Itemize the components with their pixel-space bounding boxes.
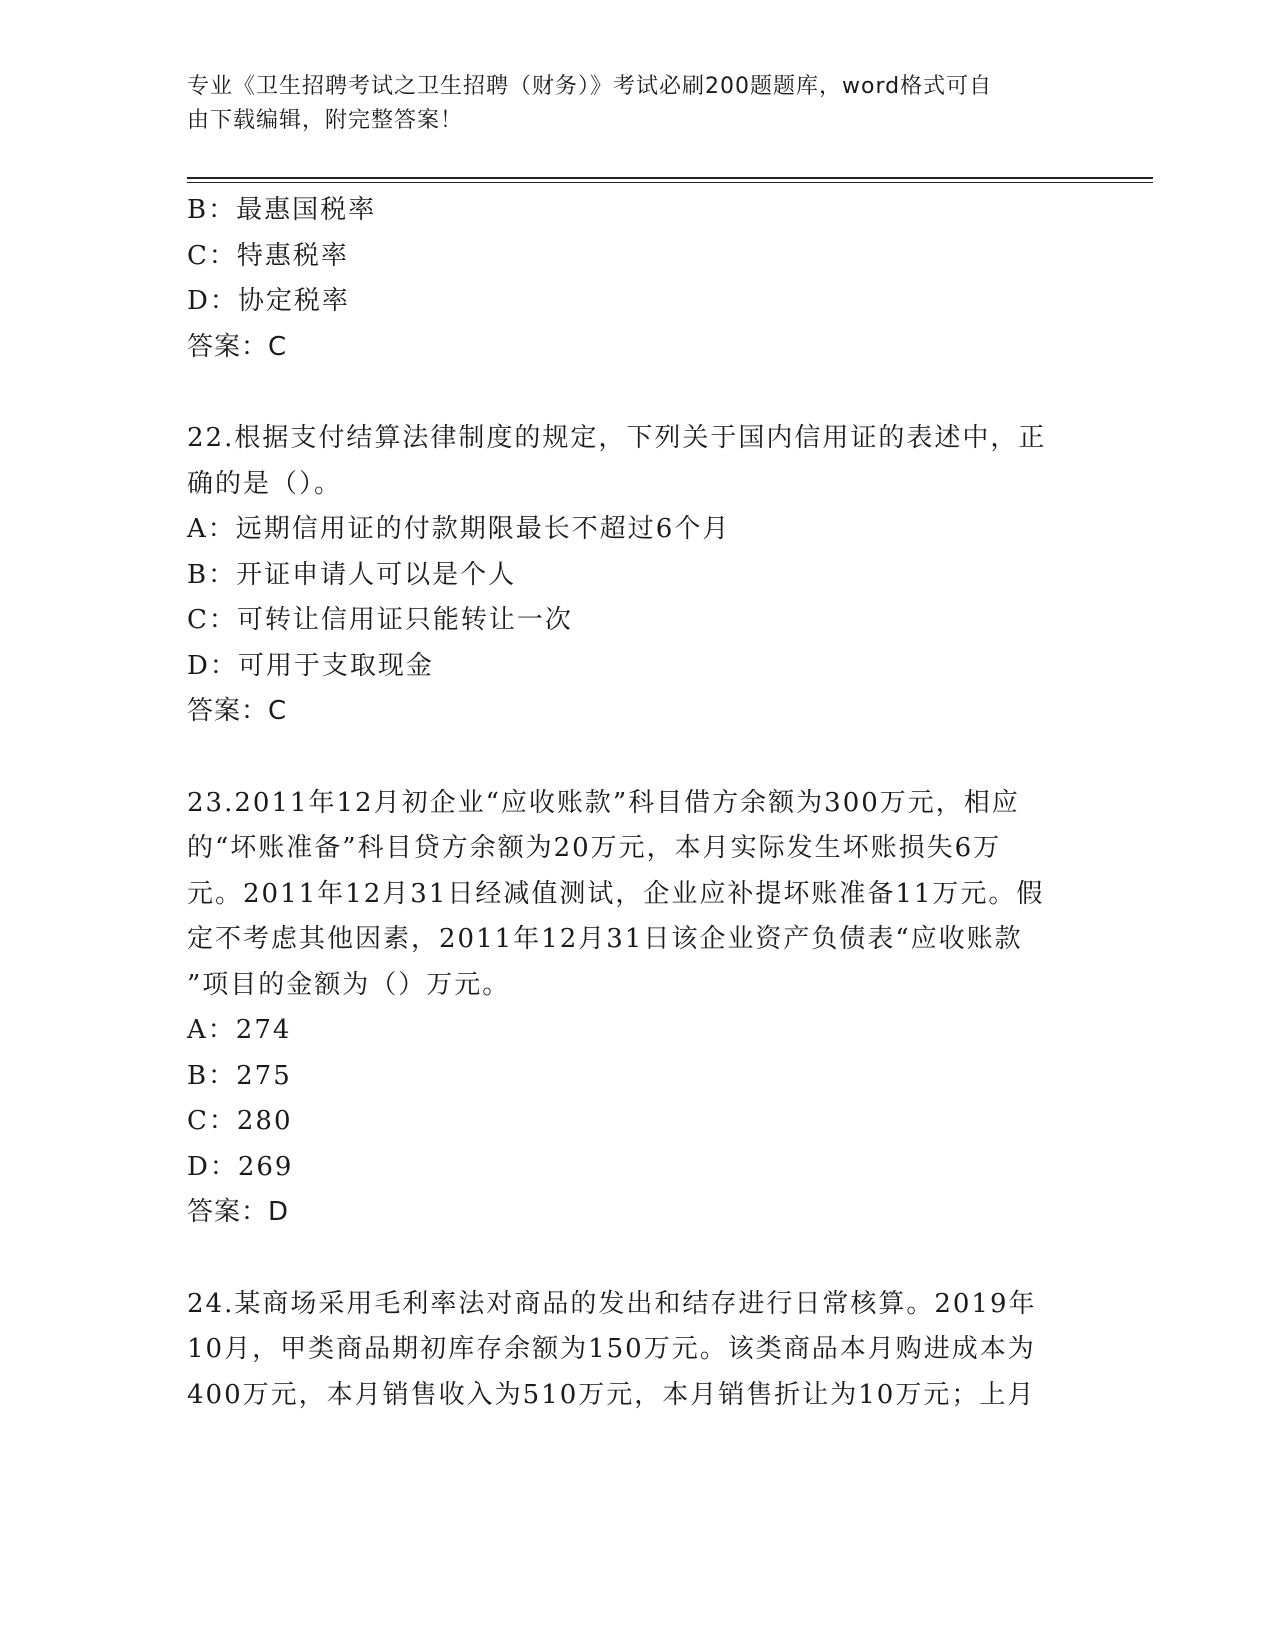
answer-line: 答案：C: [187, 331, 288, 362]
option-a: A：274: [187, 1015, 292, 1045]
question-24-line-2: 10月，甲类商品期初库存余额为150万元。该类商品本月购进成本为: [187, 1334, 1036, 1364]
option-b: B：开证申请人可以是个人: [187, 559, 517, 590]
answer-line: 答案：C: [187, 696, 288, 726]
question-23-line-4: 定不考虑其他因素，2011年12月31日该企业资产负债表“应收账款: [187, 924, 1023, 954]
option-d: D：可用于支取现金: [187, 650, 434, 681]
option-c: C：280: [187, 1106, 293, 1136]
question-24-line-1: 24.某商场采用毛利率法对商品的发出和结存进行日常核算。2019年: [187, 1288, 1037, 1319]
question-22-line-2: 确的是（）。: [187, 468, 343, 499]
option-b: B：275: [187, 1060, 292, 1091]
question-24-line-3: 400万元，本月销售收入为510万元，本月销售折让为10万元；上月: [187, 1379, 1036, 1410]
question-content: [187, 188, 1087, 1418]
answer-line: 答案：D: [187, 1197, 290, 1227]
option-a: A：远期信用证的付款期限最长不超过6个月: [187, 514, 731, 544]
question-23-line-2: 的“坏账准备”科目贷方余额为20万元，本月实际发生坏账损失6万: [187, 833, 1002, 863]
option-c: C：可转让信用证只能转让一次: [187, 605, 573, 635]
question-23-line-1: 23.2011年12月初企业“应收账款”科目借方余额为300万元，相应: [187, 787, 1020, 818]
option-c: C：特惠税率: [187, 240, 349, 271]
header-line-1: 专业《卫生招聘考试之卫生招聘（财务）》考试必刷200题题库，word格式可自: [187, 74, 993, 99]
question-22-line-1: 22.根据支付结算法律制度的规定，下列关于国内信用证的表述中，正: [187, 423, 1047, 453]
header-rule-thin: [187, 182, 1153, 183]
question-23-line-3: 元。2011年12月31日经减值测试，企业应补提坏账准备11万元。假: [187, 878, 1045, 909]
option-d: D：协定税率: [187, 286, 350, 316]
header-rule-thick: [187, 177, 1153, 179]
header-line-2: 由下载编辑，附完整答案！: [187, 108, 464, 133]
option-d: D：269: [187, 1151, 294, 1182]
document-header: [187, 70, 1067, 138]
question-23-line-5: ”项目的金额为（）万元。: [187, 969, 511, 1000]
option-b: B：最惠国税率: [187, 195, 377, 225]
